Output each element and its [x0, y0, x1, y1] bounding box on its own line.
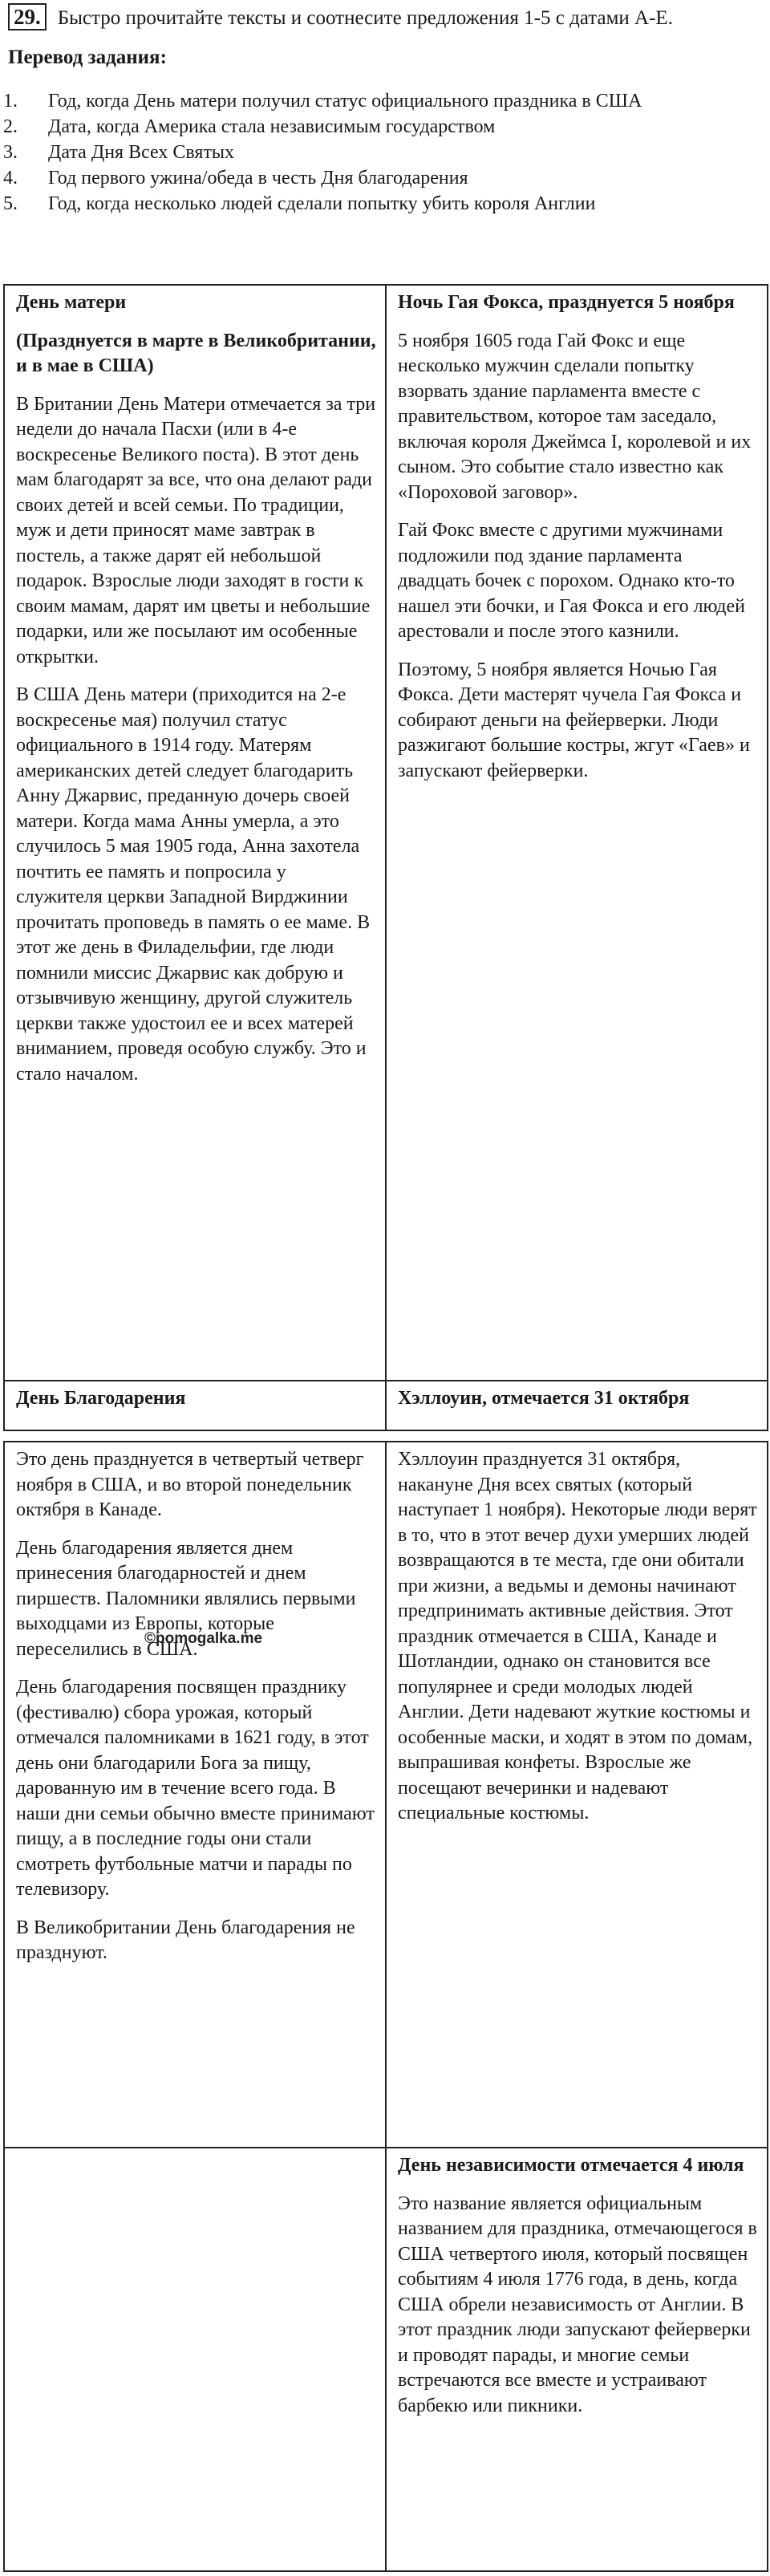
guy-fawkes-cell: [386, 285, 768, 1381]
item-text: Год, когда День матери получил статус официального праздника в США: [48, 91, 642, 112]
item-number: 3.: [3, 142, 18, 163]
independence-title: День независимости отмечается 4 июля: [398, 2155, 744, 2176]
guy-fawkes-text-2: Гай Фокс вместе с другими мужчинами подложили под здание парламента двадцать бочек с порохом. Однако кто-то нашел эти бочки, и Гая Фокса и его людей арестовали и после этого казнили.: [398, 520, 745, 642]
guy-fawkes-text-1: 5 ноября 1605 года Гай Фокс и еще несколько мужчин сделали попытку взорвать здание парламента вместе с правительством, которое там заседало, включая короля Джеймса I, королевой и их сыном. Это событие стало известно как «Пороховой заговор».: [398, 330, 752, 503]
thanksgiving-text-1: Это день празднуется в четвертый четверг ноября в США, и во второй понедельник октября в Канаде.: [16, 1449, 364, 1520]
thanksgiving-cell: [4, 1442, 386, 2148]
guy-fawkes-text-3: Поэтому, 5 ноября является Ночью Гая Фокса. Дети мастерят чучела Гая Фокса и собирают деньги на фейерверки. Люди разжигают большие костры, жгут «Гаев» и запускают фейерверки.: [398, 659, 750, 781]
item-text: Дата, когда Америка стала независимым государством: [48, 116, 496, 137]
list-item: [3, 140, 765, 165]
guy-fawkes-title: Ночь Гая Фокса, празднуется 5 ноября: [398, 292, 735, 313]
mothers-day-cell: [4, 285, 386, 1381]
thanksgiving-title: День Благодарения: [16, 1388, 186, 1409]
item-number: 1.: [3, 91, 18, 112]
item-text: Дата Дня Всех Святых: [48, 142, 235, 163]
thanksgiving-title-cell: [4, 1381, 386, 1430]
list-item: [3, 88, 765, 114]
independence-cell: [386, 2148, 768, 2571]
holidays-table-bottom: [3, 1441, 768, 2572]
translation-heading: Перевод задания:: [8, 47, 167, 68]
mothers-day-subtitle: (Празднуется в марте в Великобритании, и в мае в США): [16, 330, 376, 376]
item-text: Год, когда несколько людей сделали попытку убить короля Англии: [48, 193, 596, 214]
holidays-table-top: [3, 284, 768, 1431]
halloween-text-1: Хэллоуин празднуется 31 октября, накануне Дня всех святых (который наступает 1 ноября). Некоторые люди верят в то, что в этот вечер духи умерших людей возвращаются в те места, где они обитали при жизни, а ведьмы и демоны начинают предпринимать активные действия. Этот праздник отмечается в США, Канаде и Шотландии, однако он становится все популярнее и среди молодых людей Англии. Дети надевают жуткие костюмы и особенные маски, и ходят в этом по домам, выпрашивая конфеты. Взрослые же посещают вечеринки и надевают специальные костюмы.: [398, 1449, 757, 1823]
list-item: [3, 165, 765, 191]
thanksgiving-text-4: В Великобритании День благодарения не празднуют.: [16, 1917, 355, 1963]
halloween-title: Хэллоуин, отмечается 31 октября: [398, 1388, 690, 1409]
task-header: [8, 3, 762, 30]
item-text: Год первого ужина/обеда в честь Дня благодарения: [48, 168, 468, 189]
translation-list: [3, 88, 765, 217]
watermark: ©pomogalka.me: [144, 1630, 263, 1647]
list-item: [3, 114, 765, 140]
item-number: 5.: [3, 193, 18, 214]
mothers-day-text-2: В США День матери (приходится на 2-е воскресенье мая) получил статус официального в 1914 году. Матерям американских детей следует благодарить Анну Джарвис, преданную дочерь своей матери. Когда мама Анны умерла, а это случилось 5 мая 1905 года, Анна захотела почтить ее память и попросила у служителя церкви Западной Вирджинии прочитать проповедь в память о ее маме. В этот же день в Филадельфии, где люди помнили миссис Джарвис как добрую и отзывчивую женщину, другой служитель церкви также удостоил ее и всех матерей вниманием, проведя особую службу. Это и стало началом.: [16, 684, 371, 1085]
mothers-day-text-1: В Британии День Матери отмечается за три недели до начала Пасхи (или в 4-е воскресенье Великого поста). В этот день мам благодарят за все, что она делают ради своих детей и всей семьи. По традиции, муж и дети приносят маме завтрак в постель, а также дарят ей небольшой подарок. Взрослые люди заходят в гости к своим мамам, дарят им цветы и небольшие подарки, или же посылают им особенные открытки.: [16, 393, 376, 667]
empty-cell: [4, 2148, 386, 2571]
halloween-cell: [386, 1442, 768, 2148]
item-number: 4.: [3, 168, 18, 189]
task-number: 29.: [8, 3, 47, 30]
independence-text-1: Это название является официальным названием для праздника, отмечающегося в США четвертого июля, который посвящен событиям 4 июля 1776 года, в день, когда США обрели независимость от Англии. В этот праздник люди запускают фейерверки и проводят парады, и многие семьи встречаются все вместе и устраивают барбекю или пикники.: [398, 2193, 757, 2416]
halloween-title-cell: [386, 1381, 768, 1430]
mothers-day-title: День матери: [16, 292, 127, 313]
item-number: 2.: [3, 116, 18, 137]
thanksgiving-text-2: День благодарения является днем принесения благодарностей и днем пиршеств. Паломники являлись первыми выходцами из Европы, которые переселились в США.: [16, 1537, 356, 1660]
thanksgiving-text-3: День благодарения посвящен празднику (фестивалю) сбора урожая, который отмечался паломниками в 1621 году, в этот день они благодарили Бога за пищу, дарованную им в течение всего года. В наши дни семьи обычно вместе принимают пищу, а в последние годы они стали смотреть футбольные матчи и парады по телевизору.: [16, 1677, 375, 1900]
task-instruction: Быстро прочитайте тексты и соотнесите предложения 1-5 с датами A-E.: [57, 7, 673, 29]
list-item: [3, 191, 765, 217]
